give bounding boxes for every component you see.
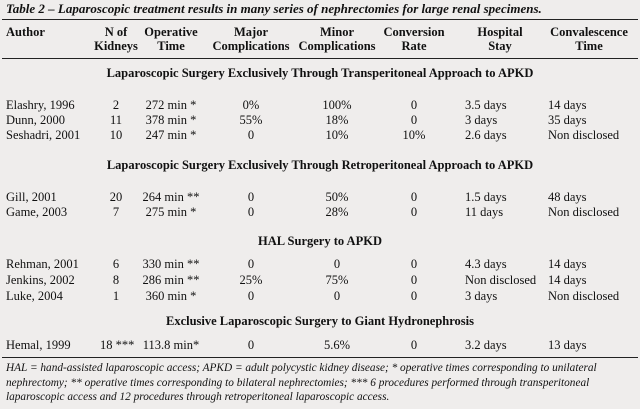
cell-minor-complications: 28% (325, 205, 349, 219)
cell-minor-complications: 10% (325, 128, 349, 142)
cell-conversion-rate: 0 (410, 338, 418, 352)
header-conv-line2: Rate (401, 39, 427, 53)
cell-conversion-rate: 0 (410, 273, 418, 287)
cell-hospital-stay: 2.6 days (465, 128, 507, 142)
cell-conversion-rate: 10% (402, 128, 426, 142)
cell-convalescence-time: Non disclosed (548, 289, 620, 303)
cell-major-complications: 0 (247, 289, 255, 303)
cell-operative-time: 275 min * (145, 205, 197, 219)
header-time-line1: Operative (144, 25, 198, 39)
cell-convalescence-time: 14 days (548, 257, 587, 271)
cell-operative-time: 330 min ** (142, 257, 200, 271)
cell-minor-complications: 50% (325, 190, 349, 204)
header-major-complications (208, 25, 294, 53)
table-row (0, 337, 640, 353)
cell-author: Elashry, 1996 (6, 98, 75, 112)
cell-minor-complications: 0 (333, 257, 341, 271)
section-title: HAL Surgery to APKD (258, 234, 382, 248)
table-row (0, 189, 640, 205)
cell-n-kidneys: 20 (109, 190, 123, 204)
header-conv-line1: Conversion (383, 25, 445, 39)
section-title: Laparoscopic Surgery Exclusively Through Retroperitoneal Approach to APKD (106, 158, 534, 172)
header-minor-complications (290, 25, 384, 53)
cell-major-complications: 0 (247, 205, 255, 219)
cell-minor-complications: 0 (333, 289, 341, 303)
cell-conversion-rate: 0 (410, 257, 418, 271)
cell-n-kidneys: 11 (109, 113, 123, 127)
cell-author: Jenkins, 2002 (6, 273, 75, 287)
table-row (0, 127, 640, 143)
cell-author: Seshadri, 2001 (6, 128, 81, 142)
header-conval-line2: Time (575, 39, 603, 53)
cell-n-kidneys: 7 (112, 205, 120, 219)
cell-hospital-stay: 11 days (465, 205, 504, 219)
cell-operative-time: 264 min ** (142, 190, 200, 204)
cell-major-complications: 0 (247, 128, 255, 142)
header-major-line1: Major (233, 25, 268, 39)
cell-major-complications: 25% (239, 273, 263, 287)
cell-operative-time: 247 min * (145, 128, 197, 142)
cell-minor-complications: 75% (325, 273, 349, 287)
cell-minor-complications: 18% (325, 113, 349, 127)
cell-conversion-rate: 0 (410, 289, 418, 303)
cell-hospital-stay: 1.5 days (465, 190, 507, 204)
bottom-rule (2, 357, 638, 358)
cell-hospital-stay: Non disclosed (465, 273, 537, 287)
cell-author: Rehman, 2001 (6, 257, 79, 271)
cell-minor-complications: 100% (322, 98, 352, 112)
cell-convalescence-time: 14 days (548, 273, 587, 287)
header-time-line2: Time (157, 39, 185, 53)
cell-convalescence-time: Non disclosed (548, 205, 620, 219)
cell-hospital-stay: 3 days (465, 289, 498, 303)
section-title: Exclusive Laparoscopic Surgery to Giant Hydronephrosis (165, 314, 474, 328)
cell-author: Hemal, 1999 (6, 338, 71, 352)
cell-n-kidneys: 2 (112, 98, 120, 112)
header-n-line2: Kidneys (94, 39, 138, 53)
table-row (0, 288, 640, 304)
table-footnote: HAL = hand-assisted laparoscopic access; APKD = adult polycystic kidney disease; * operative times corresponding to unilateral nephrectomy; ** operative times corresponding to bilateral nephrectomies; *** 6 procedures performed through transperitoneal laparoscopic access and 12 procedures through retroperitoneal laparoscopic access. (6, 362, 597, 403)
cell-operative-time: 378 min * (145, 113, 197, 127)
cell-operative-time: 272 min * (145, 98, 197, 112)
top-rule (2, 19, 638, 20)
cell-convalescence-time: 14 days (548, 98, 587, 112)
cell-convalescence-time: 35 days (548, 113, 587, 127)
cell-author: Luke, 2004 (6, 289, 63, 303)
header-rule (2, 58, 638, 59)
header-minor-line2: Complications (298, 39, 376, 53)
cell-convalescence-time: 13 days (548, 338, 587, 352)
cell-conversion-rate: 0 (410, 205, 418, 219)
header-author: Author (6, 25, 45, 39)
table-row (0, 112, 640, 128)
cell-hospital-stay: 3.2 days (465, 338, 507, 352)
header-stay-line1: Hospital (477, 25, 523, 39)
header-major-line2: Complications (212, 39, 290, 53)
cell-hospital-stay: 3.5 days (465, 98, 507, 112)
cell-operative-time: 360 min * (145, 289, 197, 303)
cell-conversion-rate: 0 (410, 98, 418, 112)
header-minor-line1: Minor (319, 25, 355, 39)
cell-hospital-stay: 4.3 days (465, 257, 507, 271)
cell-major-complications: 0 (247, 190, 255, 204)
cell-author: Game, 2003 (6, 205, 68, 219)
header-n-line1: N of (104, 25, 128, 39)
cell-major-complications: 55% (239, 113, 263, 127)
cell-minor-complications: 5.6% (323, 338, 351, 352)
header-conval-line1: Convalescence (550, 25, 628, 39)
header-stay-line2: Stay (488, 39, 512, 53)
cell-major-complications: 0 (247, 338, 255, 352)
table-row (0, 97, 640, 113)
cell-conversion-rate: 0 (410, 113, 418, 127)
cell-hospital-stay: 3 days (465, 113, 498, 127)
cell-n-kidneys: 10 (109, 128, 123, 142)
cell-convalescence-time: 48 days (548, 190, 587, 204)
header-conversion-rate (376, 25, 452, 53)
cell-n-kidneys: 18 *** (100, 338, 135, 352)
table-row (0, 204, 640, 220)
cell-author: Dunn, 2000 (6, 113, 66, 127)
header-operative-time (131, 25, 211, 53)
cell-operative-time: 113.8 min* (142, 338, 200, 352)
cell-n-kidneys: 8 (112, 273, 120, 287)
cell-conversion-rate: 0 (410, 190, 418, 204)
cell-author: Gill, 2001 (6, 190, 57, 204)
cell-major-complications: 0% (242, 98, 260, 112)
cell-major-complications: 0 (247, 257, 255, 271)
section-title: Laparoscopic Surgery Exclusively Through Transperitoneal Approach to APKD (106, 66, 534, 80)
header-hospital-stay (462, 25, 538, 53)
cell-n-kidneys: 1 (112, 289, 120, 303)
table-row (0, 256, 640, 272)
table-caption: Table 2 – Laparoscopic treatment results in many series of nephrectomies for large renal specimens. (6, 1, 542, 16)
cell-n-kidneys: 6 (112, 257, 120, 271)
cell-operative-time: 286 min ** (142, 273, 200, 287)
table-row (0, 272, 640, 288)
header-convalescence-time (540, 25, 638, 53)
cell-convalescence-time: Non disclosed (548, 128, 620, 142)
